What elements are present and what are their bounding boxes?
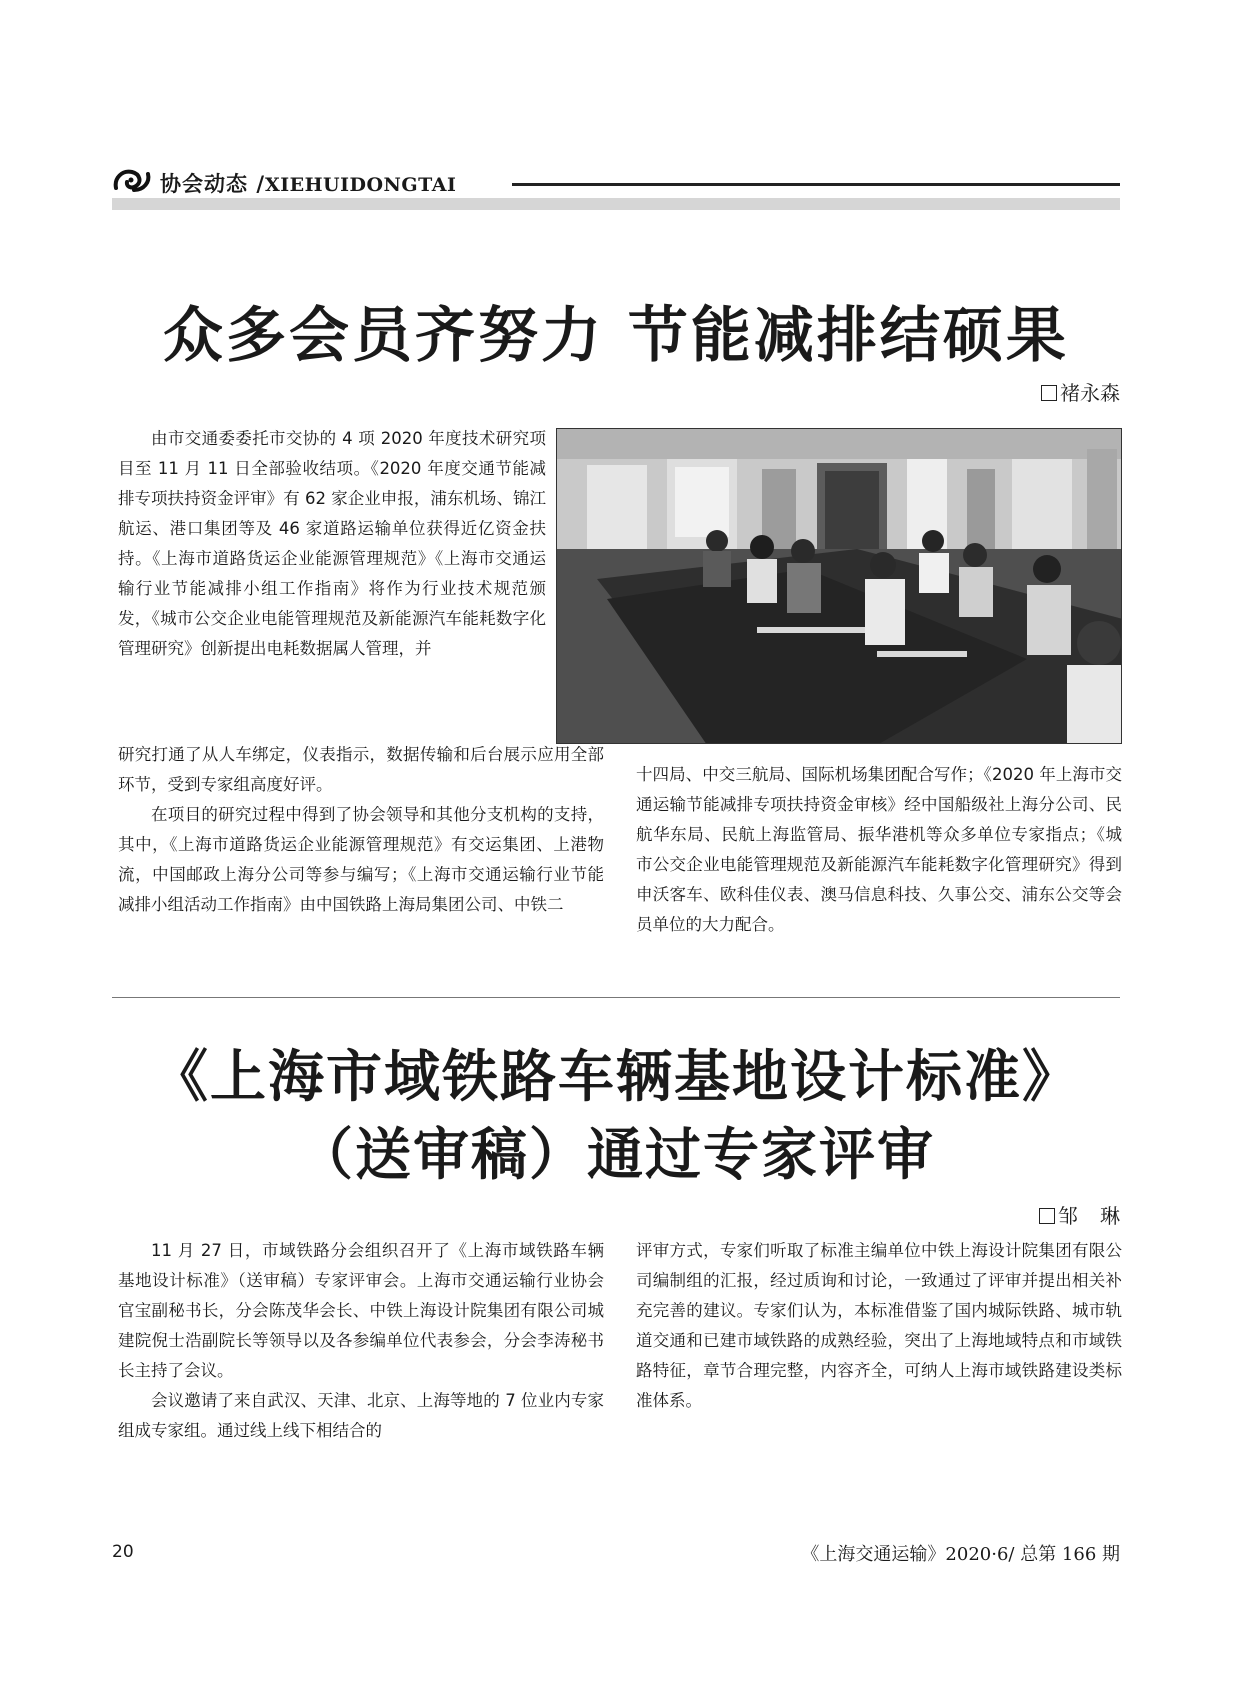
section-label	[160, 168, 456, 198]
article1-column-left-top	[118, 424, 546, 664]
article2-paragraph-1: 11 月 27 日，市域铁路分会组织召开了《上海市域铁路车辆基地设计标准》（送审稿）专家评审会。上海市交通运输行业协会官宝副秘书长，分会陈茂华会长、中铁上海设计院集团有限公司城建院倪士浩副院长等领导以及各参编单位代表参会，分会李涛秘书长主持了会议。	[118, 1241, 604, 1380]
article1-author: 褚永森	[1060, 381, 1120, 405]
article1-byline	[1041, 377, 1120, 406]
header-rule	[512, 183, 1120, 186]
article2-byline	[1039, 1200, 1120, 1229]
section-header	[112, 166, 1120, 196]
article2-author-surname: 邹	[1058, 1204, 1078, 1228]
article2-paragraph-2: 会议邀请了来自武汉、天津、北京、上海等地的 7 位业内专家组成专家组。通过线上线下相结合的	[118, 1391, 604, 1440]
article1-column-left-bottom	[118, 740, 604, 920]
header-band	[112, 198, 1120, 210]
section-label-en: XIEHUIDONGTAI	[264, 174, 457, 196]
meeting-photo	[556, 428, 1122, 744]
square-box-icon	[1039, 1208, 1055, 1224]
article2-title-line1: 《上海市域铁路车辆基地设计标准》	[152, 1044, 1080, 1110]
article2-title	[112, 1038, 1120, 1194]
article2-column-left	[118, 1236, 604, 1446]
meeting-photo-image	[557, 429, 1122, 744]
section-label-sep: /	[256, 172, 265, 196]
article2-title-line2: （送审稿）通过专家评审	[297, 1122, 935, 1188]
article1-paragraph-2-cont: 十四局、中交三航局、国际机场集团配合写作；《2020 年上海市交通运输节能减排专项扶持资金审核》经中国船级社上海分公司、民航华东局、民航上海监管局、振华港机等众多单位专家指点；《城市公交企业电能管理规范及新能源汽车能耗数字化管理研究》得到申沃客车、欧科佳仪表、澳马信息科技、久事公交、浦东公交等会员单位的大力配合。	[636, 765, 1122, 934]
association-logo-icon	[112, 166, 152, 194]
article1-paragraph-1-end: 研究打通了从人车绑定，仪表指示，数据传输和后台展示应用全部环节，受到专家组高度好评。	[118, 745, 604, 794]
article1-paragraph-1: 由市交通委委托市交协的 4 项 2020 年度技术研究项目至 11 月 11 日全部验收结项。《2020 年度交通节能减排专项扶持资金评审》有 62 家企业申报，浦东机场、锦江航运、港口集团等及 46 家道路运输单位获得近亿资金扶持。《上海市道路货运企业能源管理规范》《上海市交通运输行业节能减排小组工作指南》将作为行业技术规范颁发，《城市公交企业电能管理规范及新能源汽车能耗数字化管理研究》创新提出电耗数据属人管理，并	[118, 429, 546, 658]
square-box-icon	[1041, 385, 1057, 401]
article-divider	[112, 997, 1120, 998]
article1-column-right	[636, 760, 1122, 940]
article2-paragraph-2-cont: 评审方式，专家们听取了标准主编单位中铁上海设计院集团有限公司编制组的汇报，经过质询和讨论，一致通过了评审并提出相关补充完善的建议。专家们认为，本标准借鉴了国内城际铁路、城市轨道交通和已建市域铁路的成熟经验，突出了上海地域特点和市域铁路特征，章节合理完整，内容齐全，可纳人上海市域铁路建设类标准体系。	[636, 1241, 1122, 1410]
article1-paragraph-2: 在项目的研究过程中得到了协会领导和其他分支机构的支持，其中，《上海市道路货运企业能源管理规范》有交运集团、上港物流，中国邮政上海分公司等参与编写；《上海市交通运输行业节能减排小组活动工作指南》由中国铁路上海局集团公司、中铁二	[118, 805, 604, 914]
article1-title: 众多会员齐努力 节能减排结硕果	[163, 301, 1069, 371]
journal-issue: 《上海交通运输》2020·6/ 总第 166 期	[801, 1544, 1120, 1565]
article2-author-given: 琳	[1100, 1204, 1120, 1228]
article2-column-right	[636, 1236, 1122, 1416]
section-label-cn: 协会动态	[160, 172, 248, 196]
page-number: 20	[112, 1542, 134, 1562]
